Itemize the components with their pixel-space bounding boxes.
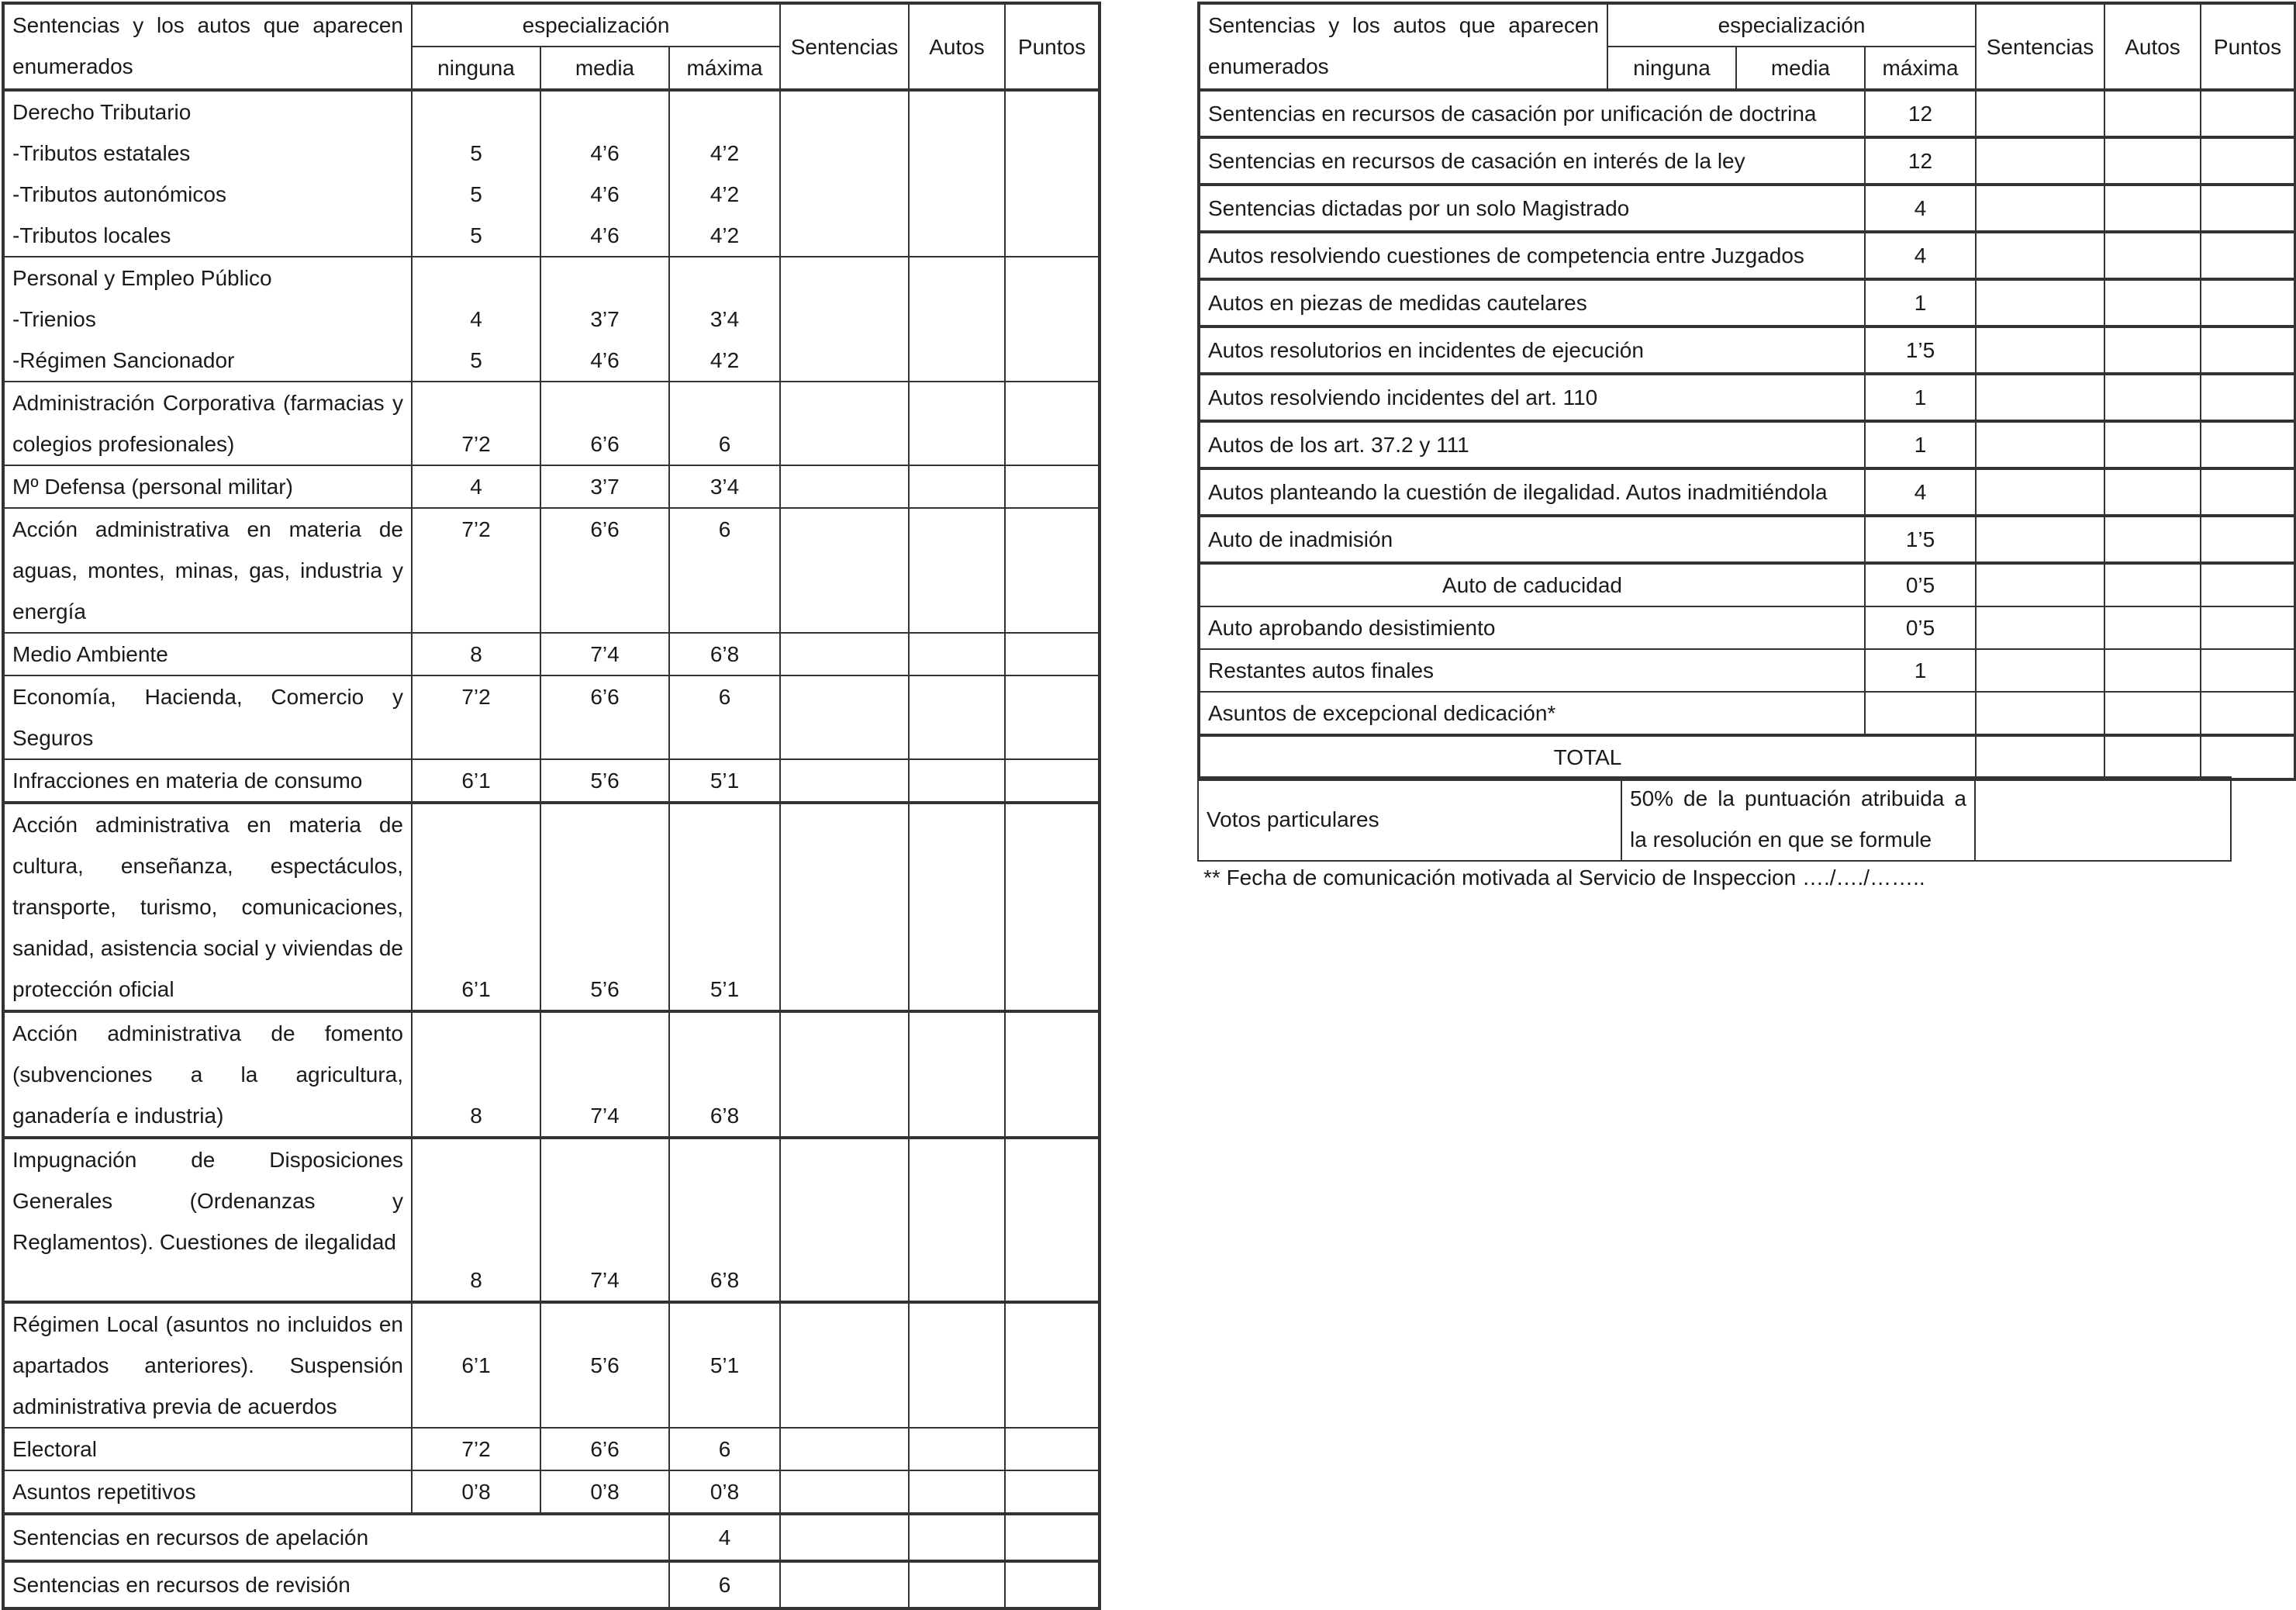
row-label: -Tributos locales — [12, 223, 171, 247]
table-row — [3, 90, 1100, 257]
header-maxima: máxima — [669, 47, 780, 90]
row-label: -Tributos estatales — [12, 141, 191, 165]
autos-cell[interactable] — [2104, 326, 2201, 374]
row-label: Autos en piezas de medidas cautelares — [1199, 279, 1865, 326]
autos-cell[interactable] — [2104, 606, 2201, 649]
table-row — [3, 257, 1100, 382]
row-label: Asuntos repetitivos — [3, 1470, 412, 1514]
sentencias-cell[interactable] — [780, 1428, 909, 1470]
row-label: -Régimen Sancionador — [12, 348, 235, 372]
value-points: 1 — [1865, 421, 1976, 468]
row-label: Mº Defensa (personal militar) — [3, 465, 412, 508]
value-ninguna: 5 — [470, 141, 482, 165]
header-description: Sentencias y los autos que aparecen enumerados — [1199, 3, 1607, 90]
group-title: Derecho Tributario — [12, 100, 192, 124]
value-ninguna: 4 — [412, 465, 540, 508]
total-row — [1199, 735, 2295, 779]
header-media: media — [540, 47, 669, 90]
value-ninguna: 5 — [470, 182, 482, 206]
sentencias-cell[interactable] — [780, 1302, 909, 1428]
autos-cell[interactable] — [2104, 421, 2201, 468]
puntos-cell[interactable] — [1005, 1470, 1100, 1514]
value-points: 0’5 — [1865, 606, 1976, 649]
row-label: Auto de caducidad — [1199, 563, 1865, 606]
puntos-cell[interactable] — [2201, 421, 2295, 468]
value-points — [1865, 692, 1976, 735]
sentencias-cell[interactable] — [1976, 692, 2104, 735]
autos-cell[interactable] — [2104, 137, 2201, 185]
row-label: Sentencias en recursos de revisión — [3, 1561, 669, 1608]
sentencias-cell[interactable] — [780, 508, 909, 633]
puntos-cell[interactable] — [2201, 90, 2295, 137]
autos-cell[interactable] — [2104, 279, 2201, 326]
right-scoring-table — [1197, 2, 2296, 781]
sentencias-cell[interactable] — [780, 633, 909, 675]
value-maxima: 6’8 — [669, 1011, 780, 1138]
value-media: 3’7 — [590, 307, 620, 331]
row-label: -Tributos autonómicos — [12, 182, 226, 206]
autos-cell[interactable] — [2104, 692, 2201, 735]
sentencias-cell[interactable] — [780, 382, 909, 465]
autos-cell[interactable] — [909, 1470, 1005, 1514]
autos-cell[interactable] — [909, 675, 1005, 759]
table-row — [1199, 421, 2295, 468]
header-media: media — [1736, 47, 1865, 90]
table-row — [3, 633, 1100, 675]
autos-cell[interactable] — [909, 382, 1005, 465]
row-label: Impugnación de Disposiciones Generales (Ordenanzas y Reglamentos). Cuestiones de ilegalidad — [3, 1138, 412, 1302]
puntos-cell[interactable] — [2201, 649, 2295, 692]
puntos-cell[interactable] — [1005, 633, 1100, 675]
puntos-cell[interactable] — [1005, 465, 1100, 508]
value-maxima: 0’8 — [669, 1470, 780, 1514]
row-label: Electoral — [3, 1428, 412, 1470]
header-sentencias: Sentencias — [1976, 3, 2104, 90]
sentencias-cell[interactable] — [1976, 468, 2104, 516]
value-maxima: 4’2 — [710, 223, 740, 247]
inspection-date-note: ** Fecha de comunicación motivada al Servicio de Inspeccion …./…./…….. — [1203, 865, 1925, 890]
header-maxima: máxima — [1865, 47, 1976, 90]
row-label: Asuntos de excepcional dedicación* — [1199, 692, 1865, 735]
left-scoring-table — [2, 2, 1101, 1610]
value-points: 4 — [669, 1514, 780, 1561]
value-media: 6’6 — [540, 508, 669, 633]
row-label: Autos resolviendo incidentes del art. 110 — [1199, 374, 1865, 421]
value-ninguna: 6’1 — [412, 803, 540, 1011]
value-media: 7’4 — [540, 633, 669, 675]
table-row — [3, 675, 1100, 759]
table-row — [1199, 563, 2295, 606]
sentencias-cell[interactable] — [780, 675, 909, 759]
table-row — [3, 1428, 1100, 1470]
autos-cell[interactable] — [909, 1561, 1005, 1608]
row-label: Auto de inadmisión — [1199, 516, 1865, 563]
value-ninguna: 7’2 — [412, 675, 540, 759]
sentencias-cell[interactable] — [1976, 649, 2104, 692]
autos-cell[interactable] — [2104, 468, 2201, 516]
value-media: 5’6 — [540, 1302, 669, 1428]
row-label: Sentencias en recursos de casación en interés de la ley — [1199, 137, 1865, 185]
value-points: 1’5 — [1865, 326, 1976, 374]
value-maxima: 6’8 — [669, 633, 780, 675]
row-label: Sentencias en recursos de apelación — [3, 1514, 669, 1561]
sentencias-cell[interactable] — [1976, 185, 2104, 232]
header-autos: Autos — [2104, 3, 2201, 90]
autos-cell[interactable] — [2104, 374, 2201, 421]
row-label: Sentencias dictadas por un solo Magistrado — [1199, 185, 1865, 232]
puntos-cell[interactable] — [2201, 374, 2295, 421]
value-maxima: 6 — [669, 1428, 780, 1470]
group-cell — [3, 257, 412, 382]
autos-cell[interactable] — [2104, 563, 2201, 606]
value-points: 1 — [1865, 279, 1976, 326]
autos-cell[interactable] — [2104, 185, 2201, 232]
sentencias-cell[interactable] — [1976, 232, 2104, 279]
table-row — [3, 1470, 1100, 1514]
group-cell — [3, 90, 412, 257]
value-media: 6’6 — [540, 675, 669, 759]
sentencias-cell[interactable] — [780, 1470, 909, 1514]
puntos-cell[interactable] — [2201, 606, 2295, 649]
value-media: 5’6 — [540, 759, 669, 803]
row-label: Régimen Local (asuntos no incluidos en apartados anteriores). Suspensión administrativa previa de acuerdos — [3, 1302, 412, 1428]
table-row — [3, 1011, 1100, 1138]
puntos-cell[interactable] — [2201, 468, 2295, 516]
value-media: 5’6 — [540, 803, 669, 1011]
value-maxima: 4’2 — [710, 348, 740, 372]
row-label: Acción administrativa en materia de cultura, enseñanza, espectáculos, transporte, turismo, comunicaciones, sanidad, asistencia social y viviendas de protección oficial — [3, 803, 412, 1011]
value-media: 6’6 — [540, 1428, 669, 1470]
value-ninguna: 8 — [412, 1011, 540, 1138]
value-media: 6’6 — [540, 382, 669, 465]
puntos-cell[interactable] — [1005, 1011, 1100, 1138]
value-media: 7’4 — [540, 1011, 669, 1138]
table-row — [3, 759, 1100, 803]
sentencias-cell[interactable] — [780, 1514, 909, 1561]
row-label: Infracciones en materia de consumo — [3, 759, 412, 803]
puntos-cell[interactable] — [1005, 257, 1100, 382]
table-row — [1199, 90, 2295, 137]
table-row — [1199, 606, 2295, 649]
table-row — [1199, 692, 2295, 735]
value-ninguna: 7’2 — [412, 508, 540, 633]
value-points: 1 — [1865, 649, 1976, 692]
puntos-cell[interactable] — [1005, 382, 1100, 465]
total-sentencias-cell[interactable] — [1976, 735, 2104, 779]
table-row — [3, 1302, 1100, 1428]
autos-cell[interactable] — [909, 465, 1005, 508]
sentencias-cell[interactable] — [1976, 279, 2104, 326]
value-points: 4 — [1865, 185, 1976, 232]
table-row — [3, 465, 1100, 508]
sentencias-cell[interactable] — [1976, 563, 2104, 606]
value-points: 0’5 — [1865, 563, 1976, 606]
table-row — [3, 508, 1100, 633]
table-row — [1199, 326, 2295, 374]
value-ninguna: 4 — [470, 307, 482, 331]
autos-cell[interactable] — [909, 257, 1005, 382]
table-row — [3, 1138, 1100, 1302]
value-points: 4 — [1865, 468, 1976, 516]
row-label: Economía, Hacienda, Comercio y Seguros — [3, 675, 412, 759]
table-row — [1199, 649, 2295, 692]
votos-particulares-table — [1197, 776, 2232, 862]
autos-cell[interactable] — [909, 1514, 1005, 1561]
header-especializacion: especialización — [1607, 3, 1976, 47]
value-maxima: 5’1 — [669, 1302, 780, 1428]
sentencias-cell[interactable] — [1976, 326, 2104, 374]
sentencias-cell[interactable] — [1976, 606, 2104, 649]
row-label: Autos resolutorios en incidentes de ejecución — [1199, 326, 1865, 374]
table-row — [1199, 516, 2295, 563]
row-label: Sentencias en recursos de casación por unificación de doctrina — [1199, 90, 1865, 137]
sentencias-cell[interactable] — [1976, 374, 2104, 421]
votos-label: Votos particulares — [1198, 777, 1621, 861]
puntos-cell[interactable] — [1005, 1428, 1100, 1470]
sentencias-cell[interactable] — [780, 759, 909, 803]
puntos-cell[interactable] — [2201, 185, 2295, 232]
value-ninguna: 5 — [470, 223, 482, 247]
value-media: 4’6 — [590, 223, 620, 247]
value-maxima: 6 — [669, 675, 780, 759]
row-label: Restantes autos finales — [1199, 649, 1865, 692]
sentencias-cell[interactable] — [780, 90, 909, 257]
value-media: 4’6 — [590, 141, 620, 165]
sentencias-cell[interactable] — [780, 1011, 909, 1138]
value-ninguna: 5 — [470, 348, 482, 372]
puntos-cell[interactable] — [2201, 326, 2295, 374]
value-media: 0’8 — [540, 1470, 669, 1514]
row-label: Autos de los art. 37.2 y 111 — [1199, 421, 1865, 468]
value-media: 7’4 — [540, 1138, 669, 1302]
value-maxima: 4’2 — [710, 141, 740, 165]
puntos-cell[interactable] — [1005, 803, 1100, 1011]
row-label: Acción administrativa en materia de aguas, montes, minas, gas, industria y energía — [3, 508, 412, 633]
puntos-cell[interactable] — [1005, 759, 1100, 803]
autos-cell[interactable] — [909, 803, 1005, 1011]
autos-cell[interactable] — [909, 633, 1005, 675]
header-autos: Autos — [909, 3, 1005, 90]
value-points: 1 — [1865, 374, 1976, 421]
value-ninguna: 6’1 — [412, 759, 540, 803]
puntos-cell[interactable] — [2201, 279, 2295, 326]
table-row — [1199, 232, 2295, 279]
autos-cell[interactable] — [909, 1428, 1005, 1470]
puntos-cell[interactable] — [1005, 1561, 1100, 1608]
autos-cell[interactable] — [909, 759, 1005, 803]
value-points: 4 — [1865, 232, 1976, 279]
value-maxima: 6 — [669, 508, 780, 633]
table-row — [3, 1514, 1100, 1561]
autos-cell[interactable] — [2104, 649, 2201, 692]
value-maxima: 6’8 — [669, 1138, 780, 1302]
puntos-cell[interactable] — [1005, 1138, 1100, 1302]
puntos-cell[interactable] — [2201, 232, 2295, 279]
row-label: Medio Ambiente — [3, 633, 412, 675]
votos-value-cell[interactable] — [1975, 777, 2231, 861]
sentencias-cell[interactable] — [1976, 137, 2104, 185]
row-label: Autos resolviendo cuestiones de competencia entre Juzgados — [1199, 232, 1865, 279]
sentencias-cell[interactable] — [780, 465, 909, 508]
puntos-cell[interactable] — [2201, 563, 2295, 606]
sentencias-cell[interactable] — [780, 1561, 909, 1608]
value-maxima: 3’4 — [710, 307, 740, 331]
value-points: 1’5 — [1865, 516, 1976, 563]
autos-cell[interactable] — [909, 1302, 1005, 1428]
sentencias-cell[interactable] — [780, 257, 909, 382]
value-maxima: 4’2 — [710, 182, 740, 206]
header-sentencias: Sentencias — [780, 3, 909, 90]
table-row — [1199, 279, 2295, 326]
value-media: 4’6 — [590, 182, 620, 206]
sentencias-cell[interactable] — [1976, 90, 2104, 137]
header-especializacion: especialización — [412, 3, 780, 47]
autos-cell[interactable] — [909, 1138, 1005, 1302]
sentencias-cell[interactable] — [780, 803, 909, 1011]
puntos-cell[interactable] — [1005, 1302, 1100, 1428]
header-description: Sentencias y los autos que aparecen enumerados — [3, 3, 412, 90]
header-ninguna: ninguna — [412, 47, 540, 90]
value-maxima: 6 — [669, 382, 780, 465]
value-points: 12 — [1865, 137, 1976, 185]
votos-description: 50% de la puntuación atribuida a la resolución en que se formule — [1621, 777, 1975, 861]
autos-cell[interactable] — [909, 1011, 1005, 1138]
table-row — [1199, 137, 2295, 185]
autos-cell[interactable] — [2104, 232, 2201, 279]
table-row — [3, 1561, 1100, 1608]
table-row — [1199, 374, 2295, 421]
row-label: Acción administrativa de fomento (subvenciones a la agricultura, ganadería e industria) — [3, 1011, 412, 1138]
value-maxima: 5’1 — [669, 803, 780, 1011]
autos-cell[interactable] — [909, 508, 1005, 633]
table-row — [3, 803, 1100, 1011]
table-row — [1199, 468, 2295, 516]
value-ninguna: 7’2 — [412, 382, 540, 465]
group-title: Personal y Empleo Público — [12, 266, 272, 290]
table-row — [3, 382, 1100, 465]
puntos-cell[interactable] — [2201, 137, 2295, 185]
value-ninguna: 8 — [412, 1138, 540, 1302]
value-ninguna: 8 — [412, 633, 540, 675]
total-puntos-cell[interactable] — [2201, 735, 2295, 779]
value-ninguna: 0’8 — [412, 1470, 540, 1514]
table-row — [1199, 185, 2295, 232]
value-media: 4’6 — [590, 348, 620, 372]
autos-cell[interactable] — [2104, 90, 2201, 137]
puntos-cell[interactable] — [1005, 90, 1100, 257]
sentencias-cell[interactable] — [780, 1138, 909, 1302]
autos-cell[interactable] — [909, 90, 1005, 257]
puntos-cell[interactable] — [1005, 675, 1100, 759]
header-ninguna: ninguna — [1607, 47, 1736, 90]
sentencias-cell[interactable] — [1976, 516, 2104, 563]
value-maxima: 3’4 — [669, 465, 780, 508]
value-media: 3’7 — [540, 465, 669, 508]
total-autos-cell[interactable] — [2104, 735, 2201, 779]
value-points: 12 — [1865, 90, 1976, 137]
puntos-cell[interactable] — [1005, 508, 1100, 633]
puntos-cell[interactable] — [2201, 516, 2295, 563]
row-label: Autos planteando la cuestión de ilegalidad. Autos inadmitiéndola — [1199, 468, 1865, 516]
puntos-cell[interactable] — [2201, 692, 2295, 735]
puntos-cell[interactable] — [1005, 1514, 1100, 1561]
total-label: TOTAL — [1199, 735, 1976, 779]
value-ninguna: 6’1 — [412, 1302, 540, 1428]
row-label: Auto aprobando desistimiento — [1199, 606, 1865, 649]
value-ninguna: 7’2 — [412, 1428, 540, 1470]
header-puntos: Puntos — [1005, 3, 1100, 90]
row-label: Administración Corporativa (farmacias y colegios profesionales) — [3, 382, 412, 465]
sentencias-cell[interactable] — [1976, 421, 2104, 468]
autos-cell[interactable] — [2104, 516, 2201, 563]
row-label: -Trienios — [12, 307, 96, 331]
value-points: 6 — [669, 1561, 780, 1608]
value-maxima: 5’1 — [669, 759, 780, 803]
header-puntos: Puntos — [2201, 3, 2295, 90]
